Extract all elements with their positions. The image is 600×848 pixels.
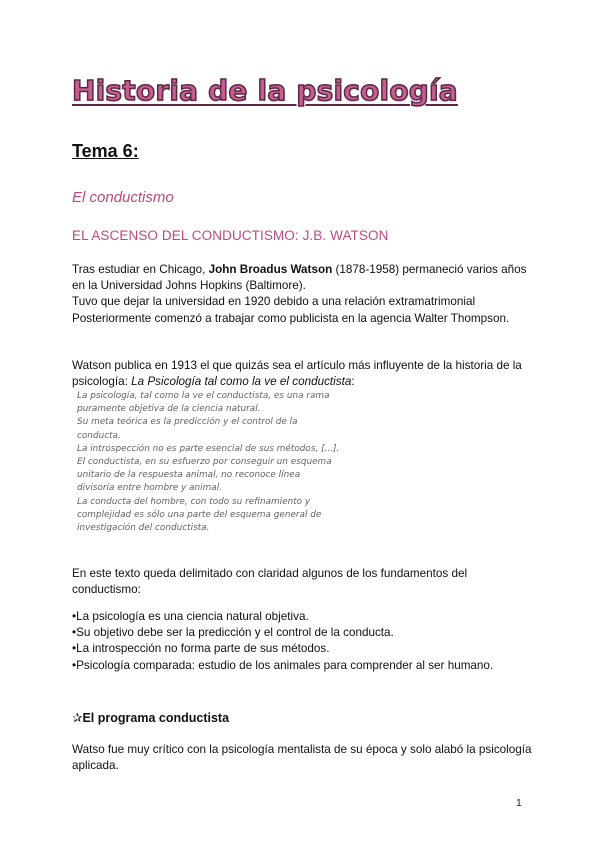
bio-name: John Broadus Watson <box>208 263 333 276</box>
list-item: •Su objetivo debe ser la predicción y el control de la conducta. <box>72 626 394 640</box>
critique-paragraph: Watso fue muy crítico con la psicología mentalista de su época y solo alabó la psicología aplicada. <box>72 743 532 773</box>
bio-line-2: Tuvo que dejar la universidad en 1920 debido a una relación extramatrimonial <box>72 295 476 309</box>
quote-line: unitario de la respuesta animal, no reconoce línea <box>77 470 301 481</box>
quote-line: investigación del conductista. <box>77 523 210 534</box>
article-colon: : <box>351 375 355 389</box>
quote-line: El conductista, en su esfuerzo por conseguir un esquema <box>77 457 332 468</box>
quote-line: puramente objetiva de la ciencia natural. <box>77 404 261 415</box>
quote-line: divisoria entre hombre y animal. <box>77 483 222 494</box>
program-subheading: ✰El programa conductista <box>72 711 230 725</box>
fundamentals-paragraph: En este texto queda delimitado con claridad algunos de los fundamentos del conductismo: <box>72 567 468 597</box>
topic-number: Tema 6: <box>72 141 139 161</box>
quote-line: Su meta teórica es la predicción y el control de la <box>77 417 298 428</box>
quote-line: La introspección no es parte esencial de sus métodos, [...]. <box>77 443 340 454</box>
article-intro: Watson publica en 1913 el que quizás sea el artículo más influyente de la historia de la psicología: <box>72 359 522 389</box>
quote-line: conducta. <box>77 430 121 441</box>
article-paragraph <box>72 358 542 390</box>
page-number: 1 <box>516 797 522 809</box>
topic-subtitle: El conductismo <box>72 189 174 206</box>
article-title: La Psicología tal como la ve el conductista <box>131 375 352 389</box>
bio-line-3: Posteriormente comenzó a trabajar como publicista en la agencia Walter Thompson. <box>72 311 510 325</box>
fundamentals-list <box>72 609 542 674</box>
document-title: Historia de la psicología <box>72 74 458 107</box>
quote-line: La conducta del hombre, con todo su refinamiento y <box>77 496 311 507</box>
bio-intro: Tras estudiar en Chicago, <box>72 263 209 276</box>
bio-rest: (1878-1958) permaneció varios años en la Universidad Johns Hopkins (Baltimore). <box>72 263 527 293</box>
quote-line: La psicología, tal como la ve el conductista, es una rama <box>77 391 330 401</box>
watson-bio-paragraph <box>72 262 532 327</box>
list-item: •La introspección no forma parte de sus métodos. <box>72 642 330 656</box>
list-item: •Psicología comparada: estudio de los animales para comprender al ser humano. <box>72 658 494 672</box>
quote-image-text <box>77 390 377 535</box>
list-item: •La psicología es una ciencia natural objetiva. <box>72 610 309 623</box>
section-heading: EL ASCENSO DEL CONDUCTISMO: J.B. WATSON <box>72 228 389 243</box>
quote-line: complejidad es sólo una parte del esquema general de <box>77 509 322 520</box>
